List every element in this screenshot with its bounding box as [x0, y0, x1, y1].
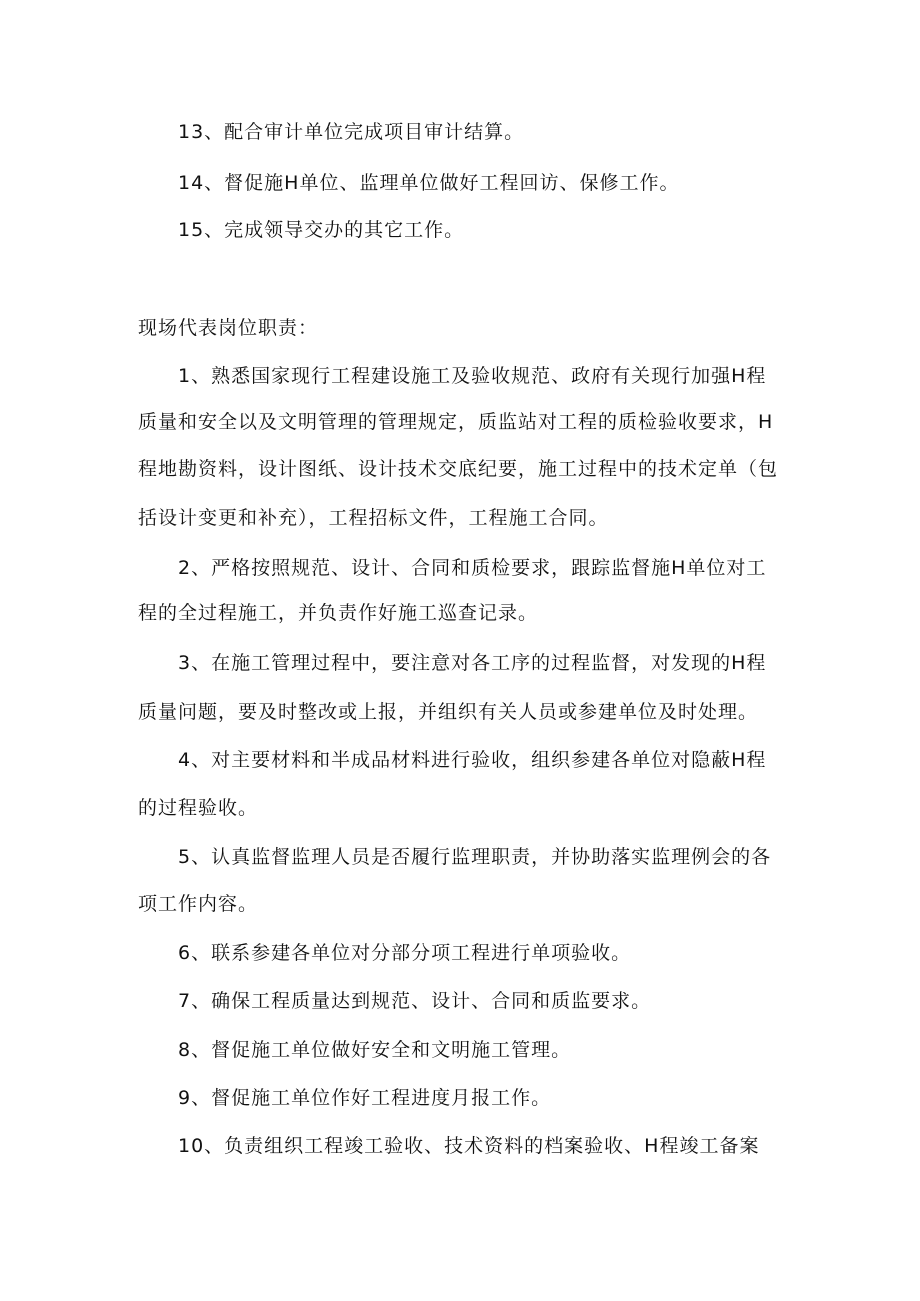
para-4-line-1: 4、对主要材料和半成品材料进行验收，组织参建各单位对隐蔽H程: [178, 749, 767, 771]
para-3-line-2: 质量问题，要及时整改或上报，并组织有关人员或参建单位及时处理。: [138, 701, 759, 723]
para-5-line-1: 5、认真监督监理人员是否履行监理职责，并协助落实监理例会的各: [178, 846, 772, 868]
para-10-line-1: 10、负责组织工程竣工验收、技术资料的档案验收、H程竣工备案: [178, 1135, 760, 1157]
para-1-line-3: 程地勘资料，设计图纸、设计技术交底纪要，施工过程中的技术定单（包: [138, 458, 779, 480]
item-14: 14、督促施H单位、监理单位做好工程回访、保修工作。: [178, 172, 680, 194]
para-6-line-1: 6、联系参建各单位对分部分项工程进行单项验收。: [178, 942, 632, 964]
para-4-line-2: 的过程验收。: [138, 797, 259, 819]
para-1-line-4: 括设计变更和补充），工程招标文件，工程施工合同。: [138, 507, 609, 529]
para-2-line-1: 2、严格按照规范、设计、合同和质检要求，跟踪监督施H单位对工: [178, 557, 767, 579]
para-7-line-1: 7、确保工程质量达到规范、设计、合同和质监要求。: [178, 990, 652, 1012]
para-1-line-1: 1、熟悉国家现行工程建设施工及验收规范、政府有关现行加强H程: [178, 365, 767, 387]
para-2-line-2: 程的全过程施工，并负责作好施工巡查记录。: [138, 602, 539, 624]
para-5-line-2: 项工作内容。: [138, 893, 259, 915]
para-9-line-1: 9、督促施工单位作好工程进度月报工作。: [178, 1087, 552, 1109]
para-3-line-1: 3、在施工管理过程中，要注意对各工序的过程监督，对发现的H程: [178, 652, 767, 674]
section-title: 现场代表岗位职责：: [138, 317, 319, 339]
para-1-line-2: 质量和安全以及文明管理的管理规定，质监站对工程的质检验收要求，H: [138, 411, 774, 433]
para-8-line-1: 8、督促施工单位做好安全和文明施工管理。: [178, 1039, 572, 1061]
item-13: 13、配合审计单位完成项目审计结算。: [178, 121, 525, 143]
item-15: 15、完成领导交办的其它工作。: [178, 219, 465, 241]
